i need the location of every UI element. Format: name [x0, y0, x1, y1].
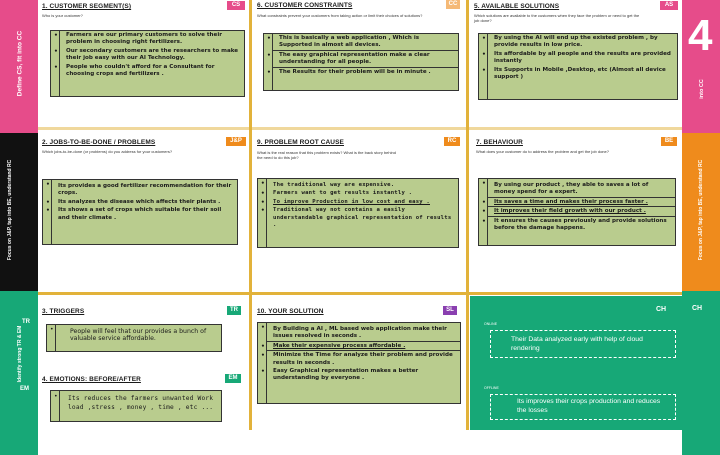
right-top-label: into CC — [699, 79, 705, 99]
cs-cell — [38, 0, 248, 126]
cs-item: • People who couldn't afford for a Consultant for choosing crops and fertilizers . — [54, 63, 215, 78]
em-item: • Its reduces the farmers unwanted Work load ,stress , money , time , etc ... — [54, 393, 214, 411]
right-bottom-code: CH — [692, 305, 703, 312]
em-box — [50, 390, 222, 422]
cc-tag: CC — [446, 0, 460, 9]
right-mid-label: Focus on J&P, tap into BE, understand RC — [698, 159, 704, 261]
jp-item: • Its provides a good fertilizer recommendation for their crops. — [46, 181, 232, 197]
right-top-icon: 4 — [688, 11, 713, 60]
be-item: • Its saves a time and makes their process faster . — [488, 197, 675, 206]
jp-subtitle: Which jobs-to-be-done (or problems) do you address for your customers? — [42, 149, 173, 154]
as-title: 5. AVAILABLE SOLUTIONS — [474, 3, 560, 10]
sl-box — [257, 322, 461, 404]
cs-item: • Farmers are our primary customers to solve their problem in choosing right fertilizers. — [54, 32, 222, 46]
sl-item: • Easy Graphical representation makes a better understanding by everyone . — [261, 368, 419, 382]
rc-item: • Farmers want to get results instantly . — [261, 190, 413, 198]
sl-item: • By Building a AI , ML based web application make their issues resolved in seconds . — [261, 324, 447, 340]
cs-title: 1. CUSTOMER SEGMENT(S) — [42, 3, 132, 10]
rc-item: • To improve Production in low cost and easy . — [261, 198, 430, 206]
as-box — [478, 33, 678, 100]
left-bottom-label-wrap — [0, 291, 38, 455]
rc-item: • Traditional way not contains a easily understandable graphical representation of results . — [261, 207, 452, 229]
right-band-bottom — [682, 291, 720, 455]
as-item: • Its Supports in Mobile ,Desktop, etc (Almost all device support ) — [482, 66, 666, 81]
as-tag: AS — [660, 1, 678, 10]
rc-tag: RC — [444, 137, 460, 146]
left-bottom-label: Identify strong TR & EM — [17, 325, 23, 383]
sl-title: 10. YOUR SOLUTION — [257, 308, 324, 315]
grid-line-h1 — [38, 127, 682, 130]
jp-item: • Its shows a set of crops which suitable for their soil and their climate . — [46, 207, 222, 221]
ch-online-label: ONLINE — [484, 322, 498, 326]
em-tag: EM — [225, 374, 241, 383]
ch-tag: CH — [656, 306, 667, 313]
be-item: • By using our product , they able to saves a lot of money spend for a expert. — [482, 180, 649, 196]
cc-item: • The easy graphical representation make a clear understanding for all people. — [273, 50, 458, 67]
left-top-label: Define CS, fit into CC — [16, 30, 24, 97]
cs-box — [50, 30, 245, 97]
cc-subtitle: What constraints prevent your customers from taking action or limit their choices of solutions? — [257, 13, 423, 18]
cc-item: • This is basically a web application , Which is Supported in almost all devices. — [267, 35, 420, 49]
be-subtitle: What does your customer do to address the problem and get the job done? — [476, 149, 609, 154]
ch-online-text: Their Data analyzed early with help of cloud rendering — [511, 336, 643, 352]
sl-cell — [253, 296, 465, 430]
rc-item: • The traditional way are expensive. — [261, 180, 395, 188]
left-mid-label: Focus on J&P, tap into BE, understand RC — [7, 159, 13, 261]
as-item: • By using the AI will end up the existed problem , by provide results in low price. — [482, 35, 658, 49]
jp-title: 2. JOBS-TO-BE-DONE / PROBLEMS — [42, 139, 156, 146]
rc-subtitle: What is the real reason that this problem exists? What is the back story behind the need to do this job? — [257, 150, 396, 160]
rc-box — [257, 178, 459, 248]
tr-em-cell — [38, 296, 248, 430]
left-top-label-wrap — [0, 0, 38, 133]
jp-box — [42, 179, 238, 245]
em-title: 4. EMOTIONS: BEFORE/AFTER — [42, 376, 141, 383]
cc-item: • The Results for their problem will be in minute . — [273, 67, 458, 76]
ch-offline-box — [490, 394, 676, 420]
sl-tag: SL — [443, 306, 457, 315]
tr-tag: TR — [227, 306, 241, 315]
tr-title: 3. TRIGGERS — [42, 308, 85, 315]
ch-online-box — [490, 330, 676, 358]
left-mid-label-wrap — [0, 133, 38, 291]
be-cell — [470, 133, 682, 289]
left-bottom-code-em: EM — [20, 386, 29, 392]
cc-box — [263, 33, 459, 91]
as-item: • Its affordable by all people and the results are provided instantly — [482, 50, 671, 65]
sl-item: • Make their expensive process affordable . — [267, 341, 460, 350]
be-item: • It ensures the causes previously and provide solutions before the damage happens. — [488, 216, 675, 233]
grid-line-v2 — [466, 0, 469, 430]
be-box — [478, 178, 676, 246]
as-subtitle: Which solutions are available to the customers when they face the problem or need to get the job done? — [474, 13, 640, 23]
right-mid-label-wrap — [682, 133, 720, 291]
be-tag: BE — [661, 137, 677, 146]
rc-cell — [253, 133, 465, 289]
rc-title: 9. PROBLEM ROOT CAUSE — [257, 139, 344, 146]
ch-offline-text: Its improves their crops production and reduces the losses — [517, 398, 661, 414]
bottom-strip — [38, 430, 682, 455]
ch-offline-label: OFFLINE — [484, 386, 499, 390]
as-cell — [470, 0, 682, 126]
cs-tag: CS — [227, 1, 245, 10]
be-title: 7. BEHAVIOUR — [476, 139, 523, 146]
ch-panel — [470, 296, 682, 430]
grid-line-h2 — [38, 292, 682, 295]
jp-item: • Its analyzes the disease which affects their plants . — [46, 198, 221, 206]
cc-cell — [253, 0, 465, 126]
jp-tag: J&P — [226, 137, 246, 146]
grid-line-v1 — [249, 0, 252, 430]
cs-item: • Our secondary customers are the researchers to make their job easy with our AI Technology. — [54, 47, 239, 62]
tr-box — [46, 324, 222, 352]
cs-subtitle: Who is your customer? — [42, 13, 83, 18]
sl-item: • Minimize the Time for analyze their problem and provide results in seconds . — [267, 350, 460, 367]
jp-cell — [38, 133, 248, 289]
tr-item: • People will feel that our provides a bunch of valuable service affordable. — [50, 326, 207, 343]
be-item: • It improves their field growth with our product . — [488, 206, 675, 215]
right-top-label-wrap — [682, 60, 720, 120]
left-bottom-code-tr: TR — [22, 319, 30, 325]
cc-title: 6. CUSTOMER CONSTRAINTS — [257, 2, 353, 9]
